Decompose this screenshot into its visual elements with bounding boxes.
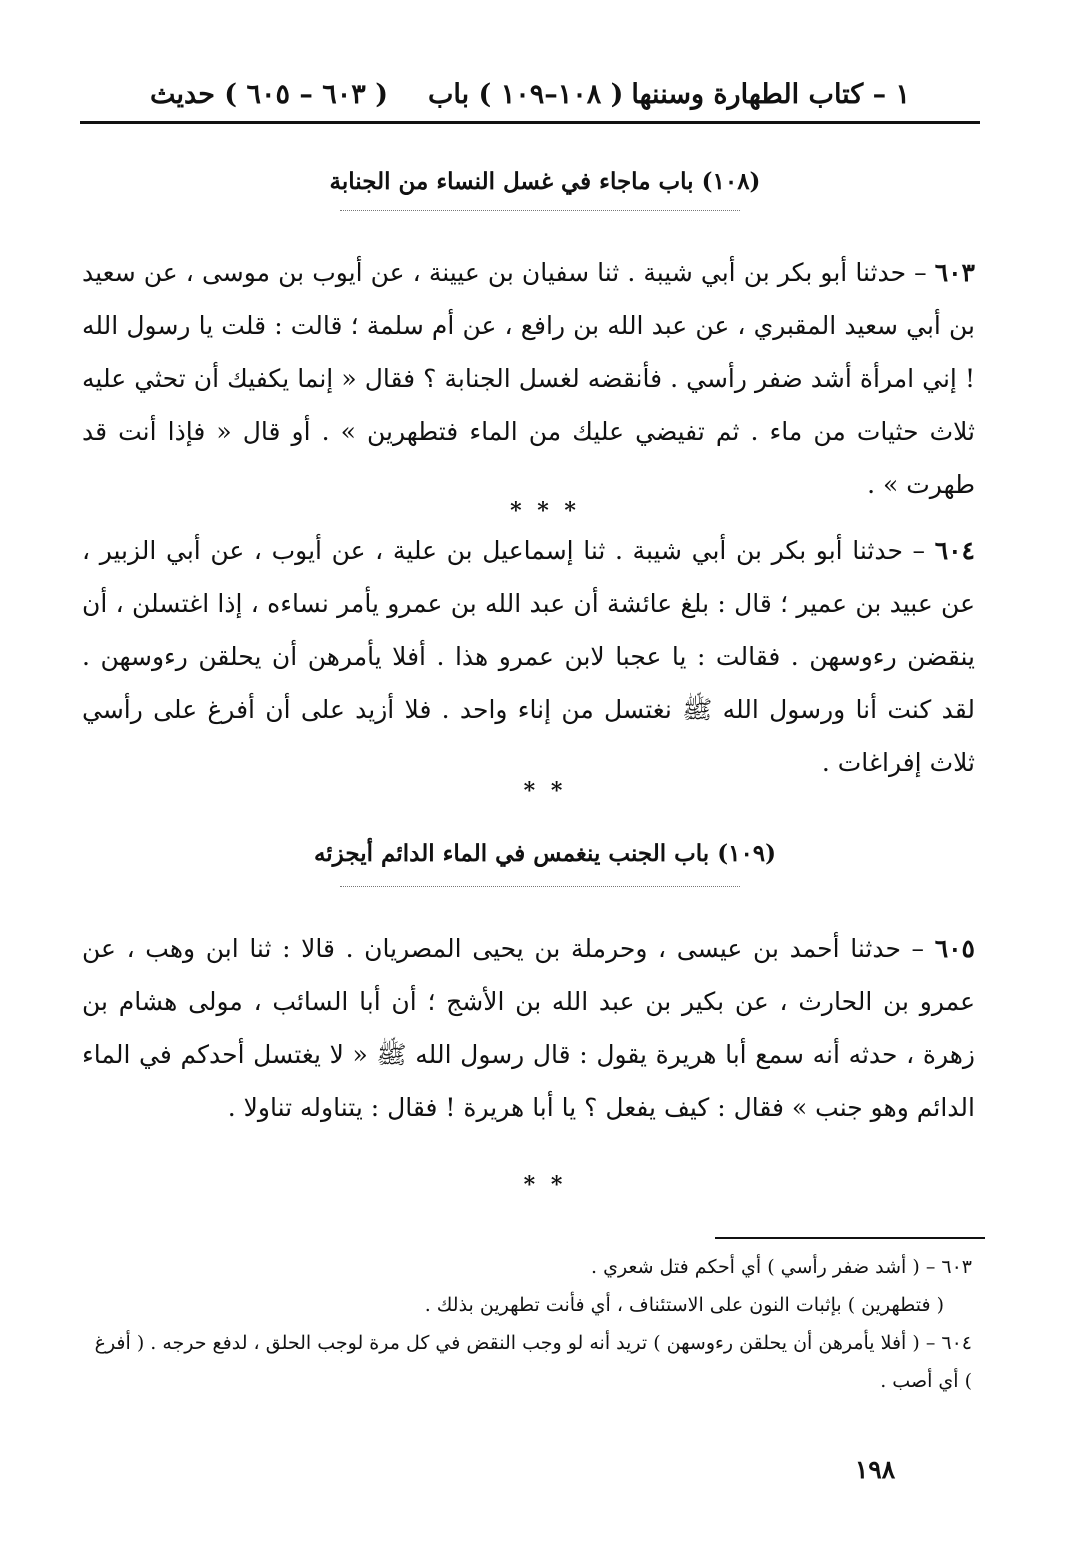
- footnote-603-cont: ( فتطهرين ) بإثبات النون على الاستئناف ، أي فأنت تطهرين بذلك .: [424, 1294, 944, 1316]
- running-head-ranges: [150, 79, 623, 110]
- footnote-603: ٦٠٣ – ( أشد ضفر رأسي ) أي أحكم فتل شعري .: [591, 1256, 972, 1278]
- hadith-604: [82, 524, 975, 789]
- hadith-605: [82, 922, 975, 1134]
- running-head-hadiths: ( ٦٠٣ – ٦٠٥ ) حديث: [150, 78, 388, 110]
- section-separator: * *: [523, 778, 567, 804]
- running-head: [150, 72, 910, 116]
- footnote-604: ٦٠٤ – ( أفلا يأمرهن أن يحلقن رءوسهن ) تريد أنه لو وجب النقض في كل مرة لوجب الحلق ، لدفع حرجه . ( أفرغ ) أي أصب .: [94, 1332, 972, 1392]
- hadith-number: ٦٠٥: [934, 934, 975, 963]
- footnote-rule: [715, 1237, 985, 1239]
- page-number: ١٩٨: [854, 1455, 896, 1484]
- running-head-book: ١ – كتاب الطهارة وسننها: [631, 78, 910, 110]
- chapter-title-109: (١٠٩) باب الجنب ينغمس في الماء الدائم أيجزئه: [313, 840, 777, 867]
- hadith-text: – حدثنا أحمد بن عيسى ، وحرملة بن يحيى المصريان . قالا : ثنا ابن وهب ، عن عمرو بن الحارث ، عن بكير بن عبد الله بن الأشج ؛ أن أبا السائب ، مولى هشام بن زهرة ، حدثه أنه سمع أبا هريرة يقول : قال رسول الله ﷺ « لا يغتسل أحدكم في الماء الدائم وهو جنب » فقال : كيف يفعل ؟ يا أبا هريرة ! فقال : يتناوله تناولا .: [82, 934, 975, 1122]
- hadith-number: ٦٠٤: [934, 536, 975, 565]
- hadith-603: [82, 246, 975, 511]
- hadith-text: – حدثنا أبو بكر بن أبي شيبة . ثنا إسماعيل بن علية ، عن أيوب ، عن أبي الزبير ، عن عبيد بن عمير ؛ قال : بلغ عائشة أن عبد الله بن عمرو يأمر نساءه ، إذا اغتسلن ، أن ينقضن رءوسهن . فقالت : يا عجبا لابن عمرو هذا . أفلا يأمرهن أن يحلقن رءوسهن . لقد كنت أنا ورسول الله ﷺ نغتسل من إناء واحد . فلا أزيد على أن أفرغ على رأسي ثلاث إفراغات .: [82, 536, 975, 777]
- footnotes: [82, 1248, 972, 1400]
- chapter-title-rule: [340, 886, 740, 887]
- section-separator: * *: [523, 1172, 567, 1198]
- chapter-title-rule: [340, 210, 740, 211]
- hadith-text: – حدثنا أبو بكر بن أبي شيبة . ثنا سفيان بن عيينة ، عن أيوب بن موسى ، عن سعيد بن أبي سعيد المقبري ، عن عبد الله بن رافع ، عن أم سلمة ؛ قالت : قلت يا رسول الله ! إني امرأة أشد ضفر رأسي . فأنقضه لغسل الجنابة ؟ فقال « إنما يكفيك أن تحثي عليه ثلاث حثيات من ماء . ثم تفيضي عليك من الماء فتطهرين » . أو قال « فإذا أنت قد طهرت » .: [82, 258, 975, 499]
- running-head-chapters: ( ١٠٨–١٠٩ ) باب: [428, 78, 624, 110]
- header-rule: [80, 121, 980, 124]
- chapter-title-108: (١٠٨) باب ماجاء في غسل النساء من الجنابة: [329, 168, 761, 195]
- hadith-number: ٦٠٣: [934, 258, 975, 287]
- section-separator: * * *: [510, 498, 580, 524]
